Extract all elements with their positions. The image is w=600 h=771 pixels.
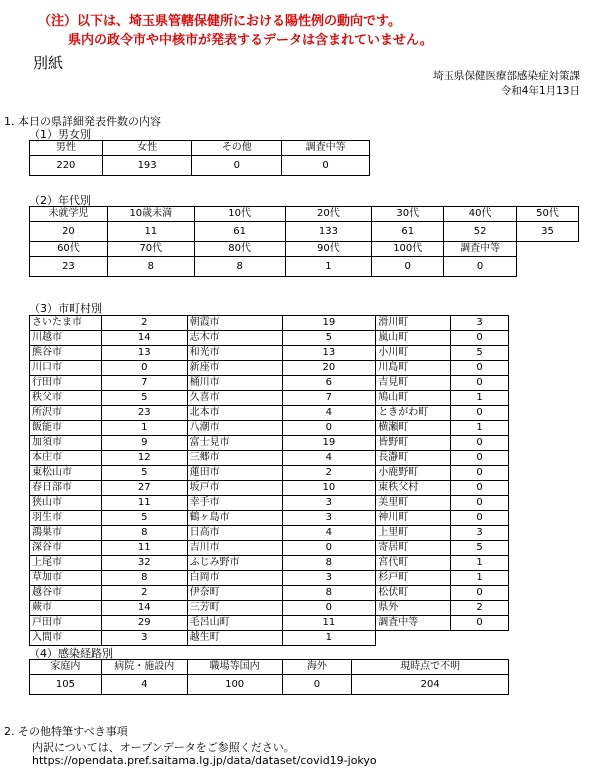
value-cell: 0 (444, 257, 517, 277)
empty-cell (376, 631, 451, 646)
municipality-count: 9 (101, 436, 187, 451)
municipality-name: 狭山市 (30, 496, 102, 511)
value-cell: 0 (372, 257, 444, 277)
age-title: （2）年代別 (29, 194, 91, 207)
municipality-count: 2 (282, 466, 376, 481)
header-cell: 10代 (194, 207, 285, 222)
municipality-name: 鴻巣市 (30, 526, 102, 541)
value-cell: 204 (352, 675, 509, 695)
gender-title: （1）男女別 (29, 128, 91, 141)
municipality-count: 0 (451, 436, 509, 451)
header-cell: 20代 (285, 207, 372, 222)
municipality-name: 久喜市 (187, 391, 282, 406)
municipality-count: 5 (101, 391, 187, 406)
municipality-name: 朝霞市 (187, 316, 282, 331)
municipality-count: 0 (451, 376, 509, 391)
table-row (30, 391, 509, 406)
municipality-name: 蕨市 (30, 601, 102, 616)
table-row (30, 526, 509, 541)
municipality-count: 13 (282, 346, 376, 361)
municipality-name: 寄居町 (376, 541, 451, 556)
municipality-count: 8 (282, 586, 376, 601)
municipality-name: 神川町 (376, 511, 451, 526)
municipality-name: 桶川市 (187, 376, 282, 391)
header-cell: 女性 (102, 141, 192, 156)
table-row (30, 436, 509, 451)
municipality-count: 11 (282, 616, 376, 631)
municipality-name: 鳩山町 (376, 391, 451, 406)
table-row (30, 496, 509, 511)
municipality-count: 0 (282, 541, 376, 556)
municipality-count: 2 (101, 316, 187, 331)
municipality-count: 1 (451, 556, 509, 571)
municipality-name: 川越市 (30, 331, 102, 346)
municipality-count: 1 (282, 631, 376, 646)
header-cell: 80代 (194, 242, 285, 257)
route-title: （4）感染経路別 (29, 647, 113, 660)
value-cell: 0 (192, 156, 282, 176)
municipality-name: 日高市 (187, 526, 282, 541)
municipality-count: 7 (101, 376, 187, 391)
municipality-count: 5 (282, 331, 376, 346)
header-cell: 90代 (285, 242, 372, 257)
municipality-count: 14 (101, 601, 187, 616)
note-line-1: （注）以下は、埼玉県管轄保健所における陽性例の動向です。 (38, 14, 401, 29)
municipality-name: 杉戸町 (376, 571, 451, 586)
municipality-name: 羽生市 (30, 511, 102, 526)
municipality-count: 0 (451, 406, 509, 421)
value-cell: 61 (194, 222, 285, 242)
municipality-count: 0 (451, 616, 509, 631)
value-cell: 52 (444, 222, 517, 242)
empty-cell (451, 631, 509, 646)
municipality-count: 3 (282, 511, 376, 526)
municipality-name: 深谷市 (30, 541, 102, 556)
municipality-name: 八潮市 (187, 421, 282, 436)
municipality-name: 和光市 (187, 346, 282, 361)
value-cell: 0 (282, 675, 352, 695)
municipality-name: 松伏町 (376, 586, 451, 601)
opendata-link[interactable]: https://opendata.pref.saitama.lg.jp/data/dataset/covid19-jokyo (32, 754, 377, 767)
header-cell: その他 (192, 141, 282, 156)
table-row (30, 586, 509, 601)
section-2-text: 内訳については、オープンデータをご参照ください。 (32, 741, 295, 754)
municipality-name: 熊谷市 (30, 346, 102, 361)
municipality-name: 白岡市 (187, 571, 282, 586)
municipality-name: 富士見市 (187, 436, 282, 451)
route-table (29, 659, 509, 695)
value-cell: 8 (107, 257, 194, 277)
header-cell: 未就学児 (30, 207, 108, 222)
value-cell: 220 (30, 156, 103, 176)
table-row (30, 466, 509, 481)
header-row (30, 207, 579, 222)
municipality-count: 27 (101, 481, 187, 496)
municipality-count: 1 (451, 391, 509, 406)
municipality-count: 0 (451, 511, 509, 526)
municipality-count: 0 (451, 451, 509, 466)
municipality-count: 8 (101, 571, 187, 586)
municipality-count: 3 (101, 631, 187, 646)
municipality-table (29, 315, 509, 646)
header-row (30, 242, 579, 257)
municipality-count: 32 (101, 556, 187, 571)
municipality-name: 春日部市 (30, 481, 102, 496)
section-2-title: 2. その他特筆すべき事項 (4, 725, 128, 738)
header-cell: 調査中等 (444, 242, 517, 257)
header-cell: 男性 (30, 141, 103, 156)
header-cell: 60代 (30, 242, 108, 257)
value-cell: 35 (517, 222, 579, 242)
empty-cell (517, 242, 579, 257)
table-row (30, 541, 509, 556)
value-row (30, 675, 509, 695)
gender-table (29, 140, 370, 176)
municipality-count: 0 (282, 601, 376, 616)
municipality-name: 草加市 (30, 571, 102, 586)
municipality-name: 上尾市 (30, 556, 102, 571)
table-row (30, 556, 509, 571)
municipality-name: 新座市 (187, 361, 282, 376)
municipality-name: 横瀬町 (376, 421, 451, 436)
municipality-name: 本庄市 (30, 451, 102, 466)
municipality-name: 川口市 (30, 361, 102, 376)
note-line-2: 県内の政令市や中核市が発表するデータは含まれていません。 (68, 33, 433, 48)
municipality-name: 幸手市 (187, 496, 282, 511)
value-cell: 20 (30, 222, 108, 242)
municipality-count: 23 (101, 406, 187, 421)
municipality-count: 0 (101, 361, 187, 376)
municipality-name: 嵐山町 (376, 331, 451, 346)
value-cell: 11 (107, 222, 194, 242)
header-cell: 家庭内 (30, 660, 102, 675)
municipality-count: 2 (101, 586, 187, 601)
municipality-name: 毛呂山町 (187, 616, 282, 631)
municipality-name: 小川町 (376, 346, 451, 361)
value-cell: 105 (30, 675, 102, 695)
municipality-count: 8 (282, 556, 376, 571)
table-row (30, 451, 509, 466)
municipality-count: 3 (451, 316, 509, 331)
table-row (30, 481, 509, 496)
municipality-name: 県外 (376, 601, 451, 616)
header-cell: 調査中等 (282, 141, 370, 156)
municipality-count: 20 (282, 361, 376, 376)
municipality-name: 志木市 (187, 331, 282, 346)
municipality-count: 0 (451, 466, 509, 481)
municipality-name: 吉川市 (187, 541, 282, 556)
municipality-count: 1 (451, 421, 509, 436)
municipality-count: 6 (282, 376, 376, 391)
value-cell: 133 (285, 222, 372, 242)
municipality-title: （3）市町村別 (29, 302, 102, 315)
municipality-count: 7 (282, 391, 376, 406)
header-cell: 100代 (372, 242, 444, 257)
municipality-name: さいたま市 (30, 316, 102, 331)
municipality-name: 北本市 (187, 406, 282, 421)
section-1-title: 1. 本日の県詳細発表件数の内容 (4, 115, 161, 128)
municipality-name: 小鹿野町 (376, 466, 451, 481)
municipality-count: 0 (282, 421, 376, 436)
municipality-count: 11 (101, 541, 187, 556)
municipality-name: 飯能市 (30, 421, 102, 436)
municipality-name: 戸田市 (30, 616, 102, 631)
header-cell: 50代 (517, 207, 579, 222)
municipality-count: 0 (451, 496, 509, 511)
municipality-count: 29 (101, 616, 187, 631)
table-row (30, 601, 509, 616)
municipality-name: ときがわ町 (376, 406, 451, 421)
municipality-name: 入間市 (30, 631, 102, 646)
header-row (30, 660, 509, 675)
value-row (30, 222, 579, 242)
header-cell: 30代 (372, 207, 444, 222)
header-cell: 現時点で不明 (352, 660, 509, 675)
municipality-name: 加須市 (30, 436, 102, 451)
municipality-name: 皆野町 (376, 436, 451, 451)
issuer: 埼玉県保健医療部感染症対策課 (433, 70, 580, 82)
empty-cell (517, 257, 579, 277)
municipality-count: 14 (101, 331, 187, 346)
municipality-name: 三芳町 (187, 601, 282, 616)
header-row (30, 141, 370, 156)
municipality-count: 1 (451, 571, 509, 586)
municipality-count: 0 (451, 331, 509, 346)
municipality-count: 19 (282, 436, 376, 451)
municipality-count: 4 (282, 526, 376, 541)
municipality-name: 美里町 (376, 496, 451, 511)
municipality-count: 5 (101, 466, 187, 481)
municipality-name: 東松山市 (30, 466, 102, 481)
value-cell: 0 (282, 156, 370, 176)
municipality-count: 19 (282, 316, 376, 331)
municipality-count: 3 (282, 571, 376, 586)
municipality-count: 1 (101, 421, 187, 436)
municipality-name: 東秩父村 (376, 481, 451, 496)
municipality-count: 12 (101, 451, 187, 466)
municipality-name: 鶴ヶ島市 (187, 511, 282, 526)
value-cell: 100 (187, 675, 282, 695)
municipality-count: 5 (451, 541, 509, 556)
value-cell: 61 (372, 222, 444, 242)
value-cell: 1 (285, 257, 372, 277)
table-row (30, 361, 509, 376)
report-date: 令和4年1月13日 (500, 85, 580, 97)
municipality-name: 伊奈町 (187, 586, 282, 601)
municipality-name: 川島町 (376, 361, 451, 376)
table-row (30, 316, 509, 331)
municipality-count: 3 (451, 526, 509, 541)
municipality-name: 上里町 (376, 526, 451, 541)
municipality-name: 三郷市 (187, 451, 282, 466)
value-cell: 193 (102, 156, 192, 176)
value-row (30, 156, 370, 176)
attachment-label: 別紙 (33, 54, 64, 72)
municipality-count: 0 (451, 361, 509, 376)
municipality-name: 所沢市 (30, 406, 102, 421)
table-row (30, 511, 509, 526)
municipality-name: 行田市 (30, 376, 102, 391)
municipality-name: 滑川町 (376, 316, 451, 331)
header-cell: 40代 (444, 207, 517, 222)
table-row (30, 421, 509, 436)
table-row (30, 331, 509, 346)
header-cell: 70代 (107, 242, 194, 257)
age-table (29, 206, 579, 277)
municipality-name: 越生町 (187, 631, 282, 646)
municipality-name: ふじみ野市 (187, 556, 282, 571)
value-cell: 23 (30, 257, 108, 277)
table-row (30, 616, 509, 631)
municipality-count: 10 (282, 481, 376, 496)
municipality-count: 5 (451, 346, 509, 361)
municipality-name: 調査中等 (376, 616, 451, 631)
table-row (30, 346, 509, 361)
table-row (30, 571, 509, 586)
municipality-name: 宮代町 (376, 556, 451, 571)
municipality-name: 蓮田市 (187, 466, 282, 481)
municipality-count: 8 (101, 526, 187, 541)
municipality-count: 5 (101, 511, 187, 526)
municipality-name: 秩父市 (30, 391, 102, 406)
header-cell: 職場等国内 (187, 660, 282, 675)
municipality-count: 2 (451, 601, 509, 616)
municipality-count: 0 (451, 481, 509, 496)
value-cell: 8 (194, 257, 285, 277)
municipality-name: 坂戸市 (187, 481, 282, 496)
municipality-name: 越谷市 (30, 586, 102, 601)
header-cell: 10歳未満 (107, 207, 194, 222)
table-row (30, 406, 509, 421)
municipality-count: 0 (451, 586, 509, 601)
value-row (30, 257, 579, 277)
municipality-name: 吉見町 (376, 376, 451, 391)
municipality-count: 3 (282, 496, 376, 511)
municipality-count: 4 (282, 406, 376, 421)
municipality-count: 13 (101, 346, 187, 361)
table-row (30, 376, 509, 391)
header-cell: 病院・施設内 (101, 660, 187, 675)
municipality-count: 4 (282, 451, 376, 466)
municipality-count: 11 (101, 496, 187, 511)
table-row (30, 631, 509, 646)
value-cell: 4 (101, 675, 187, 695)
header-cell: 海外 (282, 660, 352, 675)
municipality-name: 長瀞町 (376, 451, 451, 466)
